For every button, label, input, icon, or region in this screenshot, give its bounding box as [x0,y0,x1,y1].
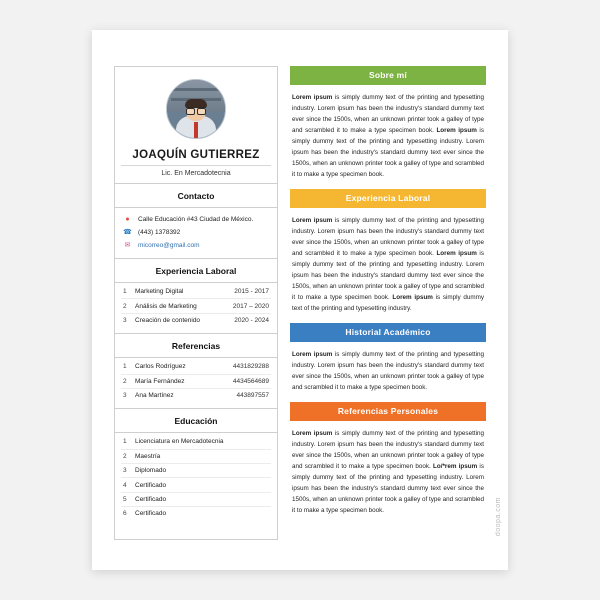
watermark: doopa.com [495,496,502,536]
list-item-label: Certificado [135,481,167,489]
list-item-index: 1 [123,288,127,296]
section-body-referencias-personales: Lorem ipsum is simply dummy text of the printing and typesetting industry. Lorem ipsum has been the industry's standard dummy text ever since the 1500s, when an unknown printer took a galley of type and scrambled it to make a type specimen book. Lo/*rem ipsum is simply dummy text of the printing and typesetting industry. Lorem ipsum has been the industry's standard dummy text ever since the 1500s, when an unknown printer took a galley of type and scrambled it to make a type specimen book. [292,430,484,515]
list-item-label: Licenciatura en Mercadotecnia [135,438,224,446]
list-item-label: Maestría [135,452,161,460]
list-item-index: 3 [123,316,127,324]
contact-phone-text: (443) 1378392 [138,229,181,236]
section-title-educacion: Educación [115,409,277,433]
list-item-index: 6 [123,510,127,518]
section-title-contacto: Contacto [115,184,277,208]
avatar [166,79,226,139]
list-item [121,493,271,507]
education-list [115,433,277,526]
phone-icon: ☎ [123,229,132,236]
list-item-meta: 2017 – 2020 [232,302,269,310]
section-header-experiencia-laboral: Experiencia Laboral [290,189,486,208]
list-item-meta: 2015 - 2017 [234,288,269,296]
list-item [121,450,271,464]
list-item-label: María Fernández [135,377,185,385]
section-body-sobre-mi: Lorem ipsum is simply dummy text of the printing and typesetting industry. Lorem ipsum has been the industry's standard dummy text ever since the 1500s, when an unknown printer took a galley of type and scrambled it to make a type specimen book. Lorem ipsum is simply dummy text of the printing and typesetting industry. Lorem ipsum has been the industry's standard dummy text ever since the 1500s, when an unknown printer took a galley of type and scrambled it to make a type specimen book. [292,94,484,179]
section-title-experiencia-laboral: Experiencia Laboral [115,259,277,283]
list-item [121,478,271,492]
candidate-role: Lic. En Mercadotecnia [121,165,271,177]
contact-item-address [123,213,271,226]
list-item-index: 3 [123,392,127,400]
section-referencias-personales [290,402,486,516]
contact-email-text[interactable]: micorreo@gmail.com [138,242,200,249]
list-item-label: Diplomado [135,467,167,475]
list-item [121,299,271,313]
list-item-label: Certificado [135,510,167,518]
list-item [121,375,271,389]
list-item-index: 3 [123,467,127,475]
section-body-historial-academico: Lorem ipsum is simply dummy text of the printing and typesetting industry. Lorem ipsum has been the industry's standard dummy text ever since the 1500s, when an unknown printer took a galley of type and scrambled it to make a type specimen book. [292,351,484,392]
list-item-index: 2 [123,452,127,460]
list-item-label: Creación de contenido [135,316,201,324]
section-header-historial-academico: Historial Académico [290,323,486,342]
resume-page [92,30,508,570]
list-item [121,435,271,449]
contact-address-text: Calle Educación #43 Ciudad de México. [138,216,254,223]
experience-list [115,283,277,334]
location-pin-icon: ● [125,216,130,223]
list-item [121,285,271,299]
section-experiencia-laboral [290,189,486,314]
list-item-label: Carlos Rodríguez [135,363,186,371]
section-body-experiencia-laboral: Lorem ipsum is simply dummy text of the printing and typesetting industry. Lorem ipsum has been the industry's standard dummy text ever since the 1500s, when an unknown printer took a galley of type and scrambled it to make a type specimen book. Lorem ipsum is simply dummy text of the printing and typesetting industry. Lorem ipsum has been the industry's standard dummy text ever since the 1500s, when an unknown printer took a galley of type and scrambled it to make a type specimen book. Lorem ipsum is simply dummy text of the printing and typesetting industry. [292,217,484,313]
contact-item-email[interactable] [123,239,271,252]
list-item-label: Ana Martínez [135,392,174,400]
contact-list [115,208,277,259]
list-item [121,314,271,327]
list-item [121,389,271,402]
section-header-sobre-mi: Sobre mí [290,66,486,85]
list-item-label: Análisis de Marketing [135,302,197,310]
list-item-label: Marketing Digital [135,288,184,296]
mail-icon: ✉ [124,242,131,249]
list-item-index: 2 [123,302,127,310]
resume-left-column [114,66,278,540]
profile-photo-block [115,67,277,145]
list-item [121,464,271,478]
profile-name-block [115,145,277,184]
list-item-meta: 4431829288 [232,363,269,371]
list-item-index: 1 [123,438,127,446]
resume-right-column [290,66,486,540]
list-item [121,360,271,374]
list-item-index: 4 [123,481,127,489]
list-item-meta: 443897557 [236,392,269,400]
references-list [115,358,277,409]
list-item-index: 2 [123,377,127,385]
list-item-label: Certificado [135,495,167,503]
list-item-meta: 4434564689 [232,377,269,385]
candidate-name: JOAQUÍN GUTIERREZ [132,149,260,161]
list-item-meta: 2020 - 2024 [234,316,269,324]
list-item-index: 1 [123,363,127,371]
section-header-referencias-personales: Referencias Personales [290,402,486,421]
list-item-index: 5 [123,495,127,503]
section-historial-academico [290,323,486,393]
section-sobre-mi [290,66,486,180]
section-title-referencias: Referencias [115,334,277,358]
list-item [121,507,271,520]
contact-item-phone [123,226,271,239]
